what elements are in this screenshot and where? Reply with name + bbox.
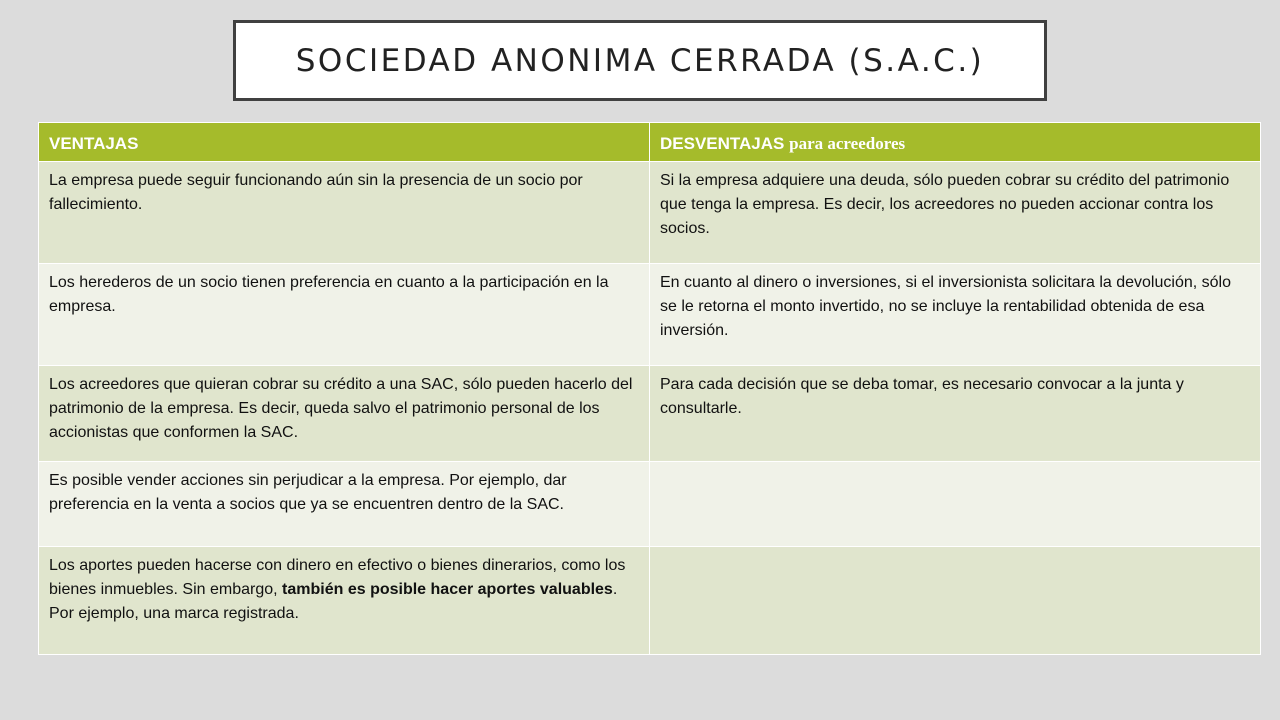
desventaja-cell: Para cada decisión que se deba tomar, es necesario convocar a la junta y consultarle. bbox=[650, 366, 1261, 462]
desventaja-cell: Si la empresa adquiere una deuda, sólo pueden cobrar su crédito del patrimonio que tenga la empresa. Es decir, los acreedores no pueden accionar contra los socios. bbox=[650, 162, 1261, 264]
desventaja-cell bbox=[650, 462, 1261, 547]
desventaja-cell: En cuanto al dinero o inversiones, si el inversionista solicitara la devolución, sólo se le retorna el monto invertido, no se incluye la rentabilidad obtenida de esa inversión. bbox=[650, 264, 1261, 366]
header-desventajas-suffix: para acreedores bbox=[789, 134, 906, 153]
ventaja-cell: Es posible vender acciones sin perjudicar a la empresa. Por ejemplo, dar preferencia en la venta a socios que ya se encuentren dentro de la SAC. bbox=[39, 462, 650, 547]
ventaja-cell: Los herederos de un socio tienen preferencia en cuanto a la participación en la empresa. bbox=[39, 264, 650, 366]
comparison-table bbox=[38, 122, 1261, 655]
bold-emphasis: también es posible hacer aportes valuables bbox=[282, 581, 613, 598]
ventaja-cell: La empresa puede seguir funcionando aún sin la presencia de un socio por fallecimiento. bbox=[39, 162, 650, 264]
desventaja-cell bbox=[650, 547, 1261, 655]
header-desventajas-main: DESVENTAJAS bbox=[660, 134, 785, 153]
table-row bbox=[39, 462, 1261, 547]
table-row bbox=[39, 162, 1261, 264]
title-box bbox=[233, 20, 1047, 101]
ventaja-cell: Los aportes pueden hacerse con dinero en efectivo o bienes dinerarios, como los bienes inmuebles. Sin embargo, también es posible hacer aportes valuables. Por ejemplo, una marca registrada. bbox=[39, 547, 650, 655]
table-header-row bbox=[39, 123, 1261, 162]
header-ventajas: VENTAJAS bbox=[39, 123, 650, 162]
header-desventajas bbox=[650, 123, 1261, 162]
table-row bbox=[39, 547, 1261, 655]
slide-title: SOCIEDAD ANONIMA CERRADA (S.A.C.) bbox=[295, 42, 985, 79]
table-row bbox=[39, 264, 1261, 366]
ventaja-cell: Los acreedores que quieran cobrar su crédito a una SAC, sólo pueden hacerlo del patrimonio de la empresa. Es decir, queda salvo el patrimonio personal de los accionistas que conformen la SAC. bbox=[39, 366, 650, 462]
table-row bbox=[39, 366, 1261, 462]
